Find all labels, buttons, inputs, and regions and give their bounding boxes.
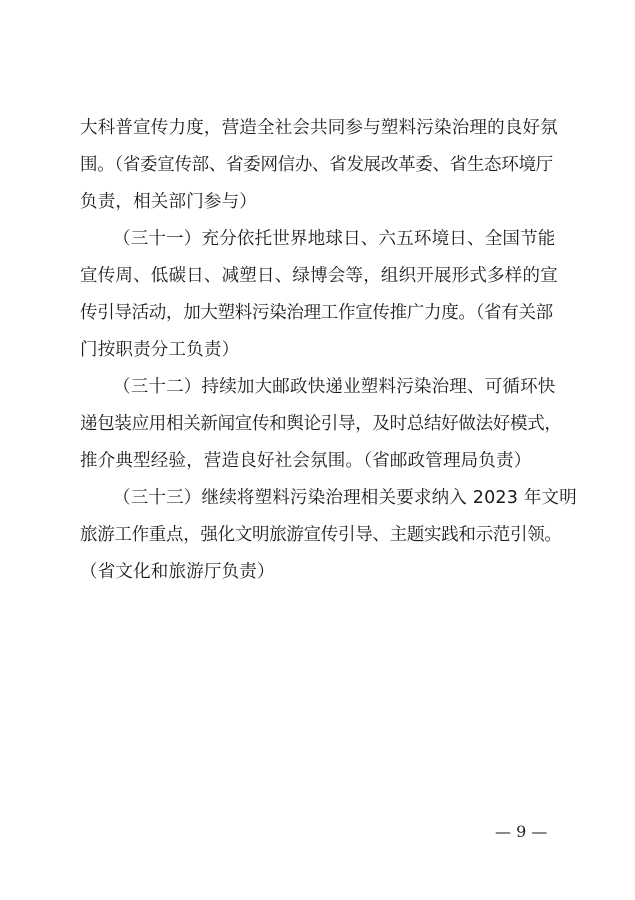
text-line: 旅游工作重点，强化文明旅游宣传引导、主题实践和示范引领。 bbox=[80, 525, 562, 545]
text-line: 推介典型经验，营造良好社会氛围。（省邮政管理局负责） bbox=[80, 451, 532, 471]
text-line: 传引导活动，加大塑料污染治理工作宣传推广力度。（省有关部 bbox=[80, 303, 553, 323]
paragraph-33-start: （三十三）继续将塑料污染治理相关要求纳入 2023 年文明 bbox=[113, 488, 577, 508]
text-line: 门按职责分工负责） bbox=[80, 340, 240, 360]
text-line: 宣传周、低碳日、减塑日、绿博会等，组织开展形式多样的宣 bbox=[80, 266, 558, 286]
text-line: 负责，相关部门参与） bbox=[80, 192, 257, 212]
text-line: 围。（省委宣传部、省委网信办、省发展改革委、省生态环境厅 bbox=[80, 155, 553, 175]
text-line: 大科普宣传力度，营造全社会共同参与塑料污染治理的良好氛 bbox=[80, 118, 558, 138]
text-line: （省文化和旅游厅负责） bbox=[80, 562, 275, 582]
text-line: 递包装应用相关新闻宣传和舆论引导，及时总结好做法好模式， bbox=[80, 414, 562, 434]
paragraph-32-start: （三十二）持续加大邮政快递业塑料污染治理、可循环快 bbox=[113, 377, 556, 397]
paragraph-31-start: （三十一）充分依托世界地球日、六五环境日、全国节能 bbox=[113, 229, 556, 249]
page-number: — 9 — bbox=[495, 822, 548, 841]
body-text bbox=[80, 110, 577, 591]
